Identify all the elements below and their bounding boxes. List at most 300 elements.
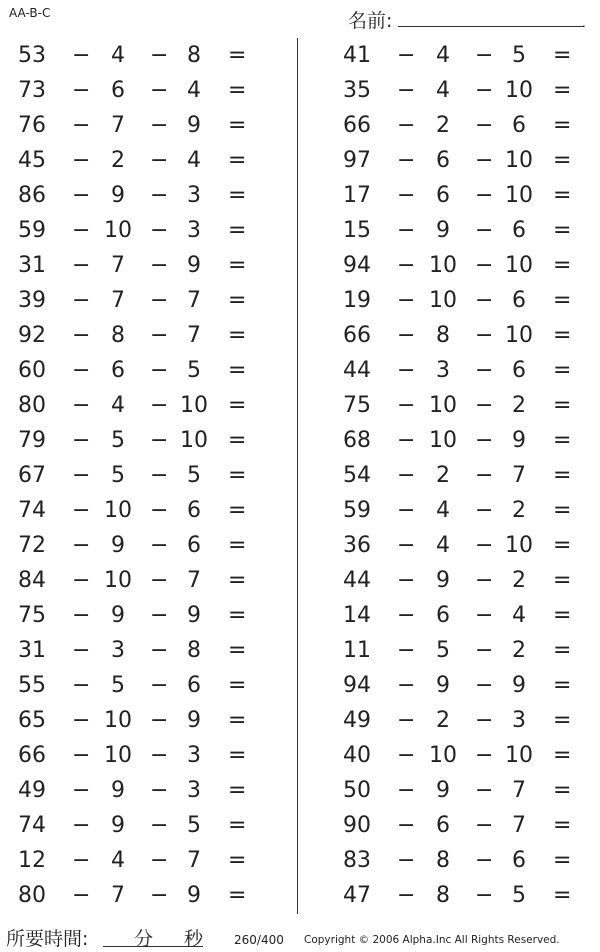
subtrahend-2: 6: [187, 673, 201, 698]
equals-sign: =: [228, 253, 247, 278]
subtrahend-2: 6: [512, 288, 526, 313]
subtrahend-1: 5: [436, 638, 450, 663]
problem-row: [0, 213, 260, 248]
minuend: 97: [343, 148, 371, 173]
problem-row: [0, 773, 260, 808]
minuend: 14: [343, 603, 371, 628]
equals-sign: =: [553, 848, 572, 873]
subtrahend-1: 8: [111, 323, 125, 348]
minus-sign: −: [72, 603, 91, 628]
subtrahend-1: 10: [429, 288, 457, 313]
equals-sign: =: [553, 323, 572, 348]
subtrahend-1: 10: [429, 428, 457, 453]
problem-row: [325, 633, 585, 668]
subtrahend-2: 7: [187, 288, 201, 313]
equals-sign: =: [553, 218, 572, 243]
minus-sign: −: [475, 778, 494, 803]
problem-row: [325, 283, 585, 318]
minuend: 50: [343, 778, 371, 803]
equals-sign: =: [228, 848, 247, 873]
problem-row: [325, 878, 585, 913]
subtrahend-1: 10: [104, 743, 132, 768]
problem-row: [0, 248, 260, 283]
minus-sign: −: [72, 638, 91, 663]
subtrahend-1: 4: [436, 498, 450, 523]
copyright: Copyright © 2006 Alpha.Inc All Rights Reserved.: [304, 934, 560, 946]
minuend: 36: [343, 533, 371, 558]
subtrahend-1: 2: [111, 148, 125, 173]
problem-row: [0, 318, 260, 353]
problem-row: [325, 248, 585, 283]
subtrahend-2: 9: [187, 708, 201, 733]
minus-sign: −: [150, 708, 169, 733]
minuend: 11: [343, 638, 371, 663]
minus-sign: −: [397, 673, 416, 698]
subtrahend-2: 3: [187, 218, 201, 243]
subtrahend-1: 4: [436, 533, 450, 558]
minus-sign: −: [72, 218, 91, 243]
problem-row: [325, 388, 585, 423]
minus-sign: −: [150, 288, 169, 313]
subtrahend-1: 6: [436, 148, 450, 173]
minuend: 60: [18, 358, 46, 383]
subtrahend-1: 6: [436, 813, 450, 838]
minus-sign: −: [72, 288, 91, 313]
problem-row: [0, 458, 260, 493]
name-label: 名前:: [348, 10, 393, 32]
problem-row: [0, 633, 260, 668]
minus-sign: −: [397, 288, 416, 313]
minus-sign: −: [150, 78, 169, 103]
subtrahend-1: 9: [111, 603, 125, 628]
subtrahend-1: 9: [111, 183, 125, 208]
subtrahend-1: 6: [111, 78, 125, 103]
equals-sign: =: [228, 113, 247, 138]
subtrahend-2: 3: [512, 708, 526, 733]
subtrahend-2: 4: [187, 78, 201, 103]
minus-sign: −: [72, 708, 91, 733]
equals-sign: =: [228, 393, 247, 418]
equals-sign: =: [553, 498, 572, 523]
problem-row: [0, 528, 260, 563]
problem-row: [325, 773, 585, 808]
minuend: 67: [18, 463, 46, 488]
minus-sign: −: [397, 183, 416, 208]
minus-sign: −: [475, 498, 494, 523]
minus-sign: −: [475, 288, 494, 313]
minutes-label: 分: [134, 928, 154, 950]
subtrahend-2: 10: [505, 78, 533, 103]
minuend: 19: [343, 288, 371, 313]
subtrahend-1: 8: [436, 883, 450, 908]
equals-sign: =: [228, 708, 247, 733]
minus-sign: −: [150, 148, 169, 173]
problem-row: [0, 388, 260, 423]
minuend: 39: [18, 288, 46, 313]
minus-sign: −: [475, 848, 494, 873]
subtrahend-2: 7: [187, 848, 201, 873]
subtrahend-1: 10: [429, 743, 457, 768]
equals-sign: =: [553, 148, 572, 173]
minuend: 31: [18, 253, 46, 278]
subtrahend-2: 9: [512, 673, 526, 698]
equals-sign: =: [228, 323, 247, 348]
minus-sign: −: [397, 848, 416, 873]
minus-sign: −: [150, 743, 169, 768]
minuend: 54: [343, 463, 371, 488]
equals-sign: =: [553, 568, 572, 593]
subtrahend-2: 6: [512, 113, 526, 138]
minuend: 15: [343, 218, 371, 243]
minuend: 68: [343, 428, 371, 453]
equals-sign: =: [228, 43, 247, 68]
minuend: 80: [18, 883, 46, 908]
minus-sign: −: [397, 43, 416, 68]
equals-sign: =: [228, 218, 247, 243]
problem-row: [0, 703, 260, 738]
minus-sign: −: [475, 533, 494, 558]
minuend: 90: [343, 813, 371, 838]
subtrahend-1: 10: [429, 393, 457, 418]
equals-sign: =: [228, 883, 247, 908]
worksheet-code: AA-B-C: [9, 6, 51, 20]
subtrahend-1: 9: [436, 778, 450, 803]
equals-sign: =: [228, 533, 247, 558]
minus-sign: −: [150, 673, 169, 698]
subtrahend-2: 10: [505, 323, 533, 348]
minuend: 53: [18, 43, 46, 68]
minus-sign: −: [150, 638, 169, 663]
minus-sign: −: [72, 673, 91, 698]
minus-sign: −: [475, 568, 494, 593]
subtrahend-1: 9: [436, 568, 450, 593]
minus-sign: −: [72, 148, 91, 173]
problem-row: [0, 668, 260, 703]
minus-sign: −: [150, 463, 169, 488]
equals-sign: =: [553, 883, 572, 908]
minuend: 66: [343, 113, 371, 138]
minus-sign: −: [72, 253, 91, 278]
equals-sign: =: [228, 568, 247, 593]
equals-sign: =: [228, 813, 247, 838]
problem-row: [325, 458, 585, 493]
minuend: 92: [18, 323, 46, 348]
seconds-label: 秒: [184, 928, 204, 950]
minuend: 31: [18, 638, 46, 663]
minuend: 86: [18, 183, 46, 208]
minus-sign: −: [475, 218, 494, 243]
minuend: 41: [343, 43, 371, 68]
minus-sign: −: [475, 148, 494, 173]
minus-sign: −: [72, 813, 91, 838]
minus-sign: −: [475, 743, 494, 768]
subtrahend-2: 7: [512, 778, 526, 803]
minus-sign: −: [150, 813, 169, 838]
subtrahend-1: 7: [111, 883, 125, 908]
problem-row: [325, 703, 585, 738]
minus-sign: −: [150, 568, 169, 593]
subtrahend-2: 5: [187, 463, 201, 488]
problem-row: [325, 73, 585, 108]
minus-sign: −: [72, 393, 91, 418]
subtrahend-2: 9: [187, 253, 201, 278]
minus-sign: −: [150, 253, 169, 278]
subtrahend-2: 8: [187, 638, 201, 663]
equals-sign: =: [228, 498, 247, 523]
subtrahend-1: 2: [436, 113, 450, 138]
subtrahend-1: 6: [436, 183, 450, 208]
minuend: 35: [343, 78, 371, 103]
subtrahend-2: 10: [505, 148, 533, 173]
minus-sign: −: [475, 673, 494, 698]
minuend: 55: [18, 673, 46, 698]
minus-sign: −: [150, 603, 169, 628]
minuend: 12: [18, 848, 46, 873]
equals-sign: =: [553, 673, 572, 698]
subtrahend-1: 2: [436, 463, 450, 488]
minus-sign: −: [397, 463, 416, 488]
problem-row: [0, 353, 260, 388]
subtrahend-2: 4: [512, 603, 526, 628]
equals-sign: =: [228, 358, 247, 383]
subtrahend-2: 10: [180, 428, 208, 453]
minus-sign: −: [397, 813, 416, 838]
subtrahend-2: 5: [187, 358, 201, 383]
minus-sign: −: [150, 183, 169, 208]
equals-sign: =: [553, 638, 572, 663]
equals-sign: =: [228, 743, 247, 768]
subtrahend-2: 10: [505, 533, 533, 558]
minus-sign: −: [475, 883, 494, 908]
problem-row: [0, 563, 260, 598]
problem-row: [325, 423, 585, 458]
right-column: [325, 38, 585, 913]
equals-sign: =: [553, 428, 572, 453]
minus-sign: −: [150, 113, 169, 138]
minuend: 72: [18, 533, 46, 558]
minus-sign: −: [397, 148, 416, 173]
minuend: 76: [18, 113, 46, 138]
equals-sign: =: [553, 43, 572, 68]
minuend: 44: [343, 568, 371, 593]
problem-row: [325, 598, 585, 633]
equals-sign: =: [553, 393, 572, 418]
minuend: 49: [18, 778, 46, 803]
subtrahend-1: 5: [111, 428, 125, 453]
subtrahend-1: 10: [104, 218, 132, 243]
subtrahend-1: 4: [436, 78, 450, 103]
equals-sign: =: [553, 778, 572, 803]
subtrahend-1: 9: [436, 218, 450, 243]
minus-sign: −: [150, 848, 169, 873]
minus-sign: −: [397, 708, 416, 733]
equals-sign: =: [553, 463, 572, 488]
minuend: 94: [343, 253, 371, 278]
subtrahend-2: 9: [187, 883, 201, 908]
minus-sign: −: [72, 428, 91, 453]
minuend: 17: [343, 183, 371, 208]
subtrahend-1: 4: [111, 393, 125, 418]
minus-sign: −: [150, 498, 169, 523]
minus-sign: −: [475, 708, 494, 733]
minus-sign: −: [397, 358, 416, 383]
subtrahend-1: 9: [111, 778, 125, 803]
subtrahend-2: 7: [187, 323, 201, 348]
minuend: 79: [18, 428, 46, 453]
subtrahend-2: 9: [512, 428, 526, 453]
equals-sign: =: [228, 428, 247, 453]
minuend: 66: [343, 323, 371, 348]
problem-row: [0, 283, 260, 318]
minus-sign: −: [397, 638, 416, 663]
equals-sign: =: [228, 778, 247, 803]
minuend: 74: [18, 813, 46, 838]
subtrahend-2: 6: [512, 218, 526, 243]
subtrahend-2: 7: [187, 568, 201, 593]
subtrahend-1: 9: [436, 673, 450, 698]
equals-sign: =: [553, 288, 572, 313]
subtrahend-1: 5: [111, 673, 125, 698]
minuend: 66: [18, 743, 46, 768]
problem-row: [0, 108, 260, 143]
minus-sign: −: [475, 393, 494, 418]
equals-sign: =: [228, 288, 247, 313]
time-label: 所要時間:: [6, 928, 89, 950]
minuend: 65: [18, 708, 46, 733]
subtrahend-2: 6: [512, 358, 526, 383]
minuend: 49: [343, 708, 371, 733]
equals-sign: =: [553, 78, 572, 103]
subtrahend-2: 10: [505, 253, 533, 278]
equals-sign: =: [553, 113, 572, 138]
subtrahend-2: 7: [512, 463, 526, 488]
problem-row: [0, 143, 260, 178]
equals-sign: =: [228, 148, 247, 173]
subtrahend-2: 3: [187, 183, 201, 208]
minus-sign: −: [397, 778, 416, 803]
minus-sign: −: [72, 183, 91, 208]
equals-sign: =: [228, 638, 247, 663]
minus-sign: −: [397, 883, 416, 908]
subtrahend-1: 4: [111, 848, 125, 873]
subtrahend-1: 10: [104, 568, 132, 593]
minus-sign: −: [72, 43, 91, 68]
minus-sign: −: [150, 358, 169, 383]
subtrahend-2: 10: [505, 743, 533, 768]
problem-row: [0, 738, 260, 773]
score: 260/400: [234, 933, 284, 947]
minus-sign: −: [475, 463, 494, 488]
problem-row: [325, 318, 585, 353]
subtrahend-1: 9: [111, 533, 125, 558]
subtrahend-1: 6: [436, 603, 450, 628]
subtrahend-1: 7: [111, 288, 125, 313]
equals-sign: =: [553, 533, 572, 558]
equals-sign: =: [228, 183, 247, 208]
problem-row: [325, 108, 585, 143]
subtrahend-2: 7: [512, 813, 526, 838]
subtrahend-2: 8: [187, 43, 201, 68]
minus-sign: −: [72, 743, 91, 768]
problem-row: [325, 563, 585, 598]
minus-sign: −: [150, 778, 169, 803]
minus-sign: −: [397, 113, 416, 138]
minus-sign: −: [475, 43, 494, 68]
minuend: 59: [343, 498, 371, 523]
minus-sign: −: [72, 113, 91, 138]
minus-sign: −: [397, 603, 416, 628]
minuend: 59: [18, 218, 46, 243]
minus-sign: −: [397, 218, 416, 243]
column-divider: [297, 38, 298, 914]
problem-row: [325, 808, 585, 843]
subtrahend-2: 10: [180, 393, 208, 418]
problem-row: [0, 843, 260, 878]
problem-row: [325, 353, 585, 388]
subtrahend-1: 3: [111, 638, 125, 663]
minus-sign: −: [475, 183, 494, 208]
subtrahend-2: 10: [505, 183, 533, 208]
minus-sign: −: [72, 883, 91, 908]
left-column: [0, 38, 260, 913]
subtrahend-2: 3: [187, 778, 201, 803]
equals-sign: =: [228, 78, 247, 103]
minuend: 80: [18, 393, 46, 418]
problem-row: [325, 738, 585, 773]
minus-sign: −: [397, 533, 416, 558]
subtrahend-2: 5: [512, 883, 526, 908]
subtrahend-1: 7: [111, 113, 125, 138]
minus-sign: −: [72, 848, 91, 873]
equals-sign: =: [228, 673, 247, 698]
problem-row: [0, 878, 260, 913]
minus-sign: −: [397, 393, 416, 418]
subtrahend-2: 5: [512, 43, 526, 68]
minuend: 75: [343, 393, 371, 418]
minuend: 44: [343, 358, 371, 383]
minus-sign: −: [397, 498, 416, 523]
equals-sign: =: [553, 358, 572, 383]
minus-sign: −: [397, 428, 416, 453]
minus-sign: −: [72, 568, 91, 593]
problem-row: [325, 143, 585, 178]
minuend: 45: [18, 148, 46, 173]
subtrahend-2: 6: [512, 848, 526, 873]
equals-sign: =: [553, 743, 572, 768]
subtrahend-2: 2: [512, 638, 526, 663]
minuend: 73: [18, 78, 46, 103]
minus-sign: −: [397, 253, 416, 278]
minuend: 94: [343, 673, 371, 698]
minus-sign: −: [397, 568, 416, 593]
minuend: 74: [18, 498, 46, 523]
subtrahend-2: 2: [512, 498, 526, 523]
subtrahend-1: 10: [104, 708, 132, 733]
minus-sign: −: [72, 498, 91, 523]
equals-sign: =: [228, 603, 247, 628]
minus-sign: −: [475, 323, 494, 348]
problem-row: [325, 668, 585, 703]
subtrahend-2: 2: [512, 568, 526, 593]
equals-sign: =: [553, 603, 572, 628]
minus-sign: −: [72, 463, 91, 488]
subtrahend-1: 2: [436, 708, 450, 733]
subtrahend-2: 4: [187, 148, 201, 173]
subtrahend-1: 10: [429, 253, 457, 278]
minus-sign: −: [475, 813, 494, 838]
problem-row: [0, 38, 260, 73]
minus-sign: −: [72, 533, 91, 558]
